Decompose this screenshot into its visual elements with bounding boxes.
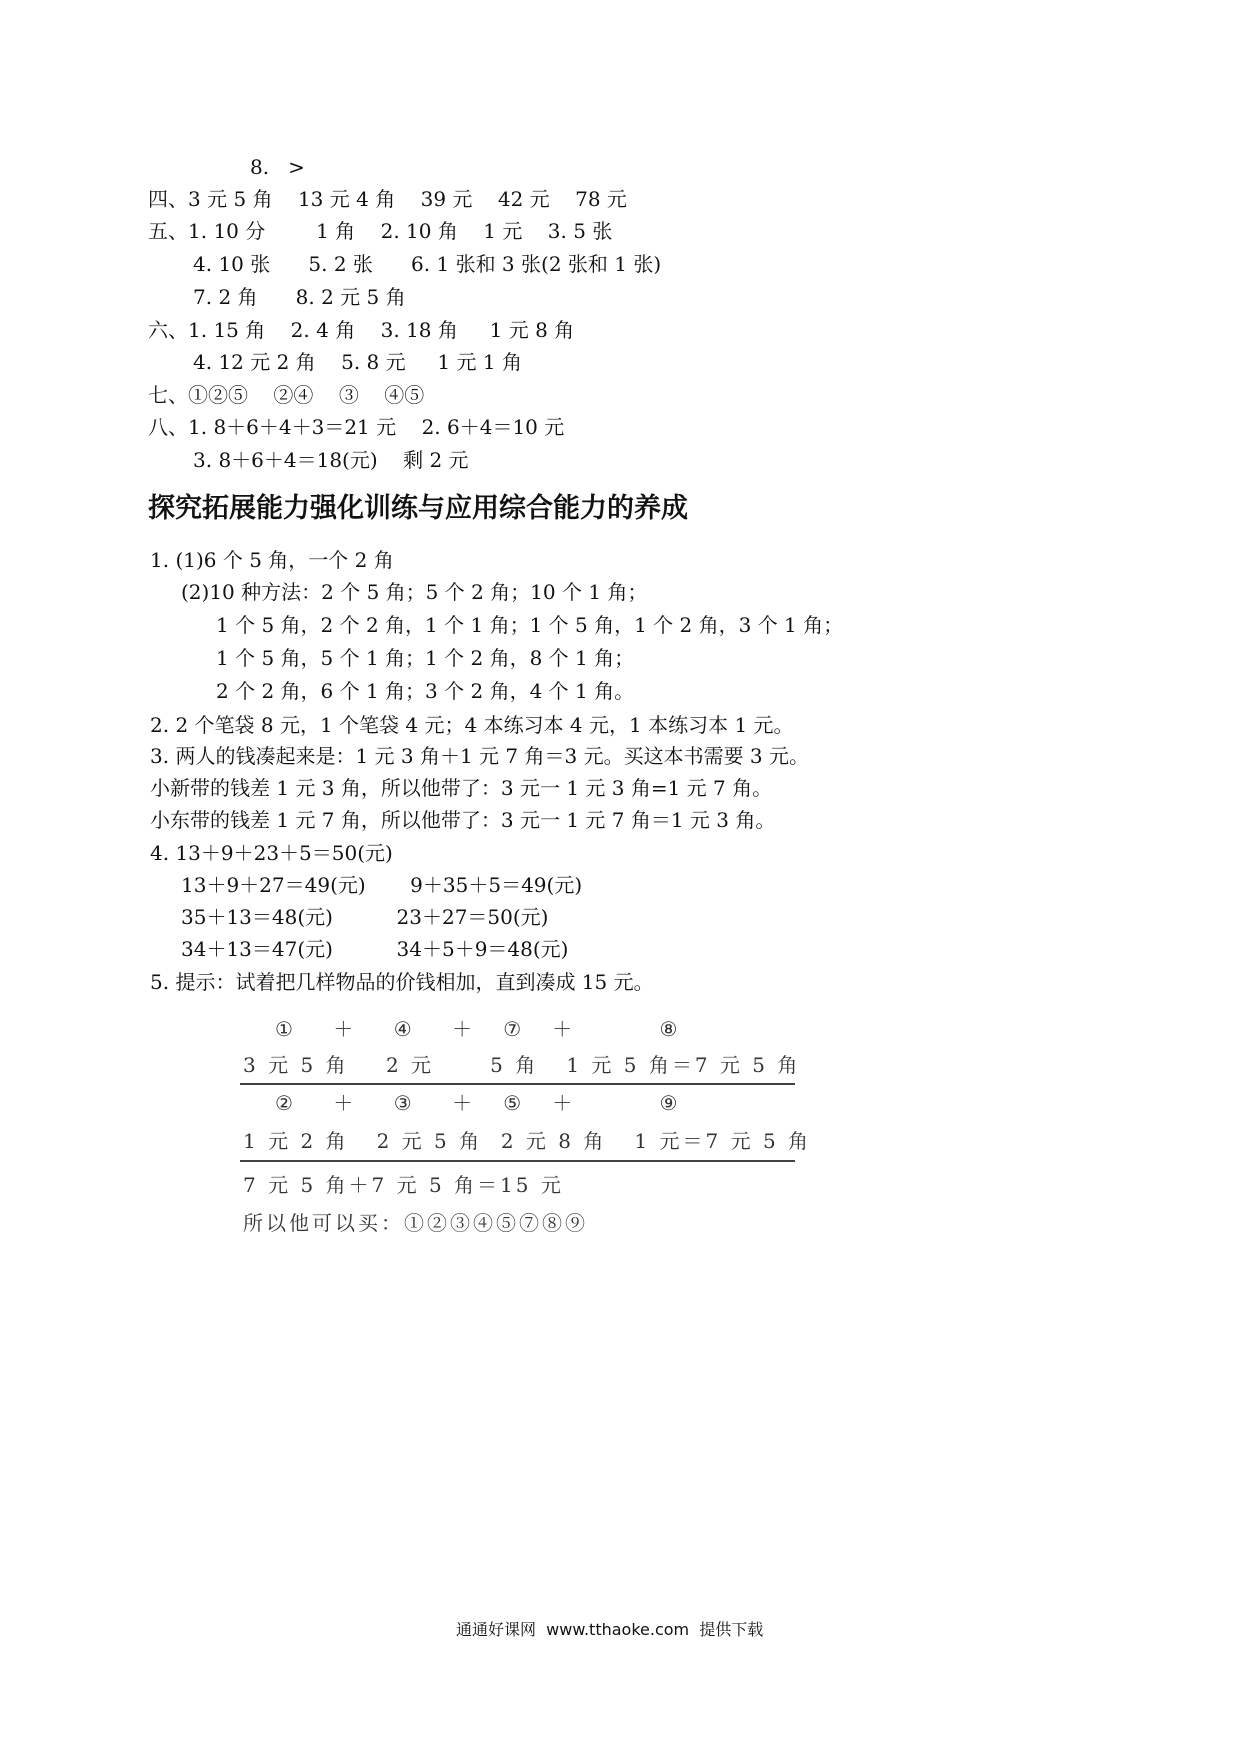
answer-line: 7. 2 角 8. 2 元 5 角	[193, 285, 406, 309]
explore-line: 1 个 5 角，2 个 2 角，1 个 1 角；1 个 5 角，1 个 2 角，3 个 1 角；	[216, 613, 844, 637]
calc-conclusion: 所以他可以买：①②③④⑤⑦⑧⑨	[243, 1211, 588, 1235]
explore-line: 35＋13＝48(元) 23＋27＝50(元)	[181, 905, 549, 929]
explore-line: (2)10 种方法：2 个 5 角；5 个 2 角；10 个 1 角；	[181, 580, 648, 604]
answer-line: 四、3 元 5 角 13 元 4 角 39 元 42 元 78 元	[148, 187, 627, 211]
answer-line: 五、1. 10 分 1 角 2. 10 角 1 元 3. 5 张	[148, 219, 613, 243]
explore-line: 3. 两人的钱凑起来是：1 元 3 角＋1 元 7 角＝3 元。买这本书需要 3 元。	[150, 744, 810, 768]
calc-sum-row: 7 元 5 角＋7 元 5 角＝15 元	[243, 1173, 564, 1197]
answer-line: 4. 12 元 2 角 5. 8 元 1 元 1 角	[193, 350, 522, 374]
explore-line: 小东带的钱差 1 元 7 角，所以他带了：3 元一 1 元 7 角＝1 元 3 角。	[150, 808, 776, 832]
answer-line: 六、1. 15 角 2. 4 角 3. 18 角 1 元 8 角	[148, 318, 575, 342]
calc-price-row: 3 元 5 角 2 元 5 角 1 元 5 角＝7 元 5 角	[243, 1053, 801, 1077]
calc-item-row: ① ＋ ④ ＋ ⑦ ＋ ⑧	[275, 1017, 681, 1041]
explore-line: 2. 2 个笔袋 8 元，1 个笔袋 4 元；4 本练习本 4 元，1 本练习本 1 元。	[150, 713, 794, 737]
section-title: 探究拓展能力强化训练与应用综合能力的养成	[148, 493, 688, 524]
explore-line: 5. 提示：试着把几样物品的价钱相加，直到凑成 15 元。	[150, 970, 654, 994]
calc-price-row: 1 元 2 角 2 元 5 角 2 元 8 角 1 元＝7 元 5 角	[243, 1129, 812, 1153]
answer-line: 8. >	[250, 155, 305, 179]
answer-line: 4. 10 张 5. 2 张 6. 1 张和 3 张(2 张和 1 张)	[193, 252, 662, 276]
answer-line: 八、1. 8＋6＋4＋3＝21 元 2. 6＋4＝10 元	[148, 415, 565, 439]
explore-line: 34＋13＝47(元) 34＋5＋9＝48(元)	[181, 937, 569, 961]
explore-line: 13＋9＋27＝49(元) 9＋35＋5＝49(元)	[181, 873, 583, 897]
explore-line: 4. 13＋9＋23＋5＝50(元)	[150, 841, 393, 865]
calc-divider	[240, 1160, 795, 1162]
explore-line: 1. (1)6 个 5 角，一个 2 角	[150, 548, 394, 572]
footer-credit: 通通好课网 www.tthaoke.com 提供下载	[456, 1620, 764, 1639]
explore-line: 1 个 5 角，5 个 1 角；1 个 2 角，8 个 1 角；	[216, 646, 635, 670]
answer-line: 3. 8＋6＋4＝18(元) 剩 2 元	[193, 448, 469, 472]
explore-line: 小新带的钱差 1 元 3 角，所以他带了：3 元一 1 元 3 角=1 元 7 角。	[150, 776, 773, 800]
calc-divider	[240, 1083, 795, 1085]
explore-line: 2 个 2 角，6 个 1 角；3 个 2 角，4 个 1 角。	[216, 679, 635, 703]
calc-item-row: ② ＋ ③ ＋ ⑤ ＋ ⑨	[275, 1091, 681, 1115]
answer-line: 七、①②⑤ ②④ ③ ④⑤	[148, 383, 425, 407]
